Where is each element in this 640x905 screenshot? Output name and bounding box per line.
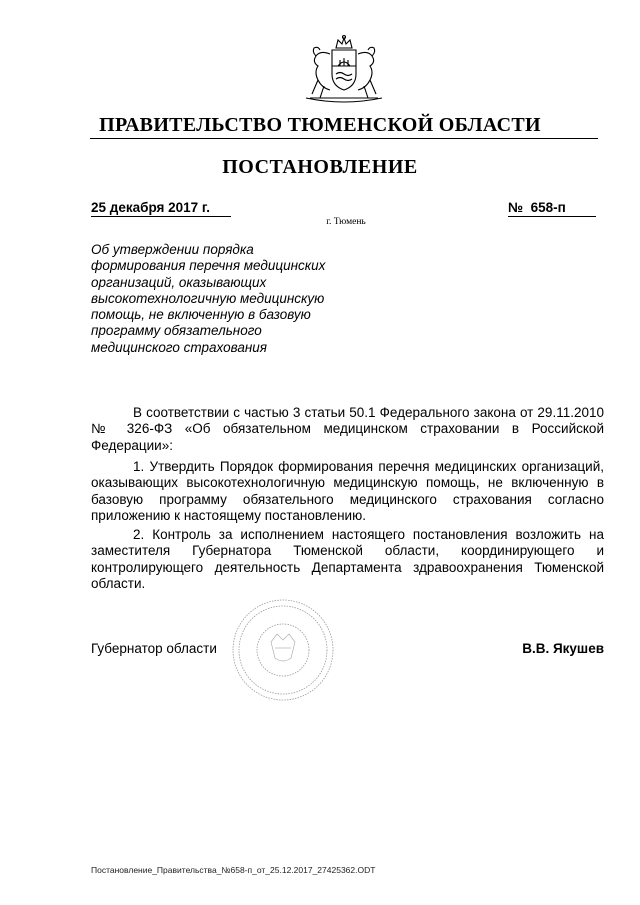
title-divider [90, 138, 598, 139]
document-number [508, 200, 596, 217]
number-value: 658-п [530, 200, 566, 215]
number-prefix: № [508, 200, 524, 215]
document-city: г. Тюмень [326, 217, 366, 227]
signatory-name: В.В. Якушев [522, 641, 604, 656]
official-seal-stamp-icon [231, 598, 335, 702]
document-type-heading: ПОСТАНОВЛЕНИЕ [222, 156, 418, 178]
body-paragraph: В соответствии с частью 3 статьи 50.1 Федерального закона от 29.11.2010 № 326-ФЗ «Об обязательном медицинском страховании в Российской Федерации»: [91, 405, 604, 453]
body-paragraph: 2. Контроль за исполнением настоящего постановления возложить на заместителя Губернатора Тюменской области, координирующего и контролирующего деятельность Департамента здравоохранения Тюменской области. [91, 527, 604, 591]
document-date: 25 декабря 2017 г. [91, 200, 231, 217]
footer-filename: Постановление_Правительства_№658-п_от_25.12.2017_27425362.ODT [91, 865, 376, 875]
government-title: ПРАВИТЕЛЬСТВО ТЮМЕНСКОЙ ОБЛАСТИ [99, 114, 541, 136]
document-subject: Об утверждении порядка формирования перечня медицинских организаций, оказывающих высокотехнологичную медицинскую помощь, не включенную в базовую программу обязательного медицинского страхования [91, 242, 326, 355]
body-paragraph: 1. Утвердить Порядок формирования перечня медицинских организаций, оказывающих высокотехнологичную медицинскую помощь, не включенную в базовую программу обязательного медицинского страхования согласно приложению к настоящему постановлению. [91, 459, 604, 523]
signatory-position: Губернатор области [91, 641, 217, 656]
tyumen-coat-of-arms-icon [296, 34, 392, 106]
